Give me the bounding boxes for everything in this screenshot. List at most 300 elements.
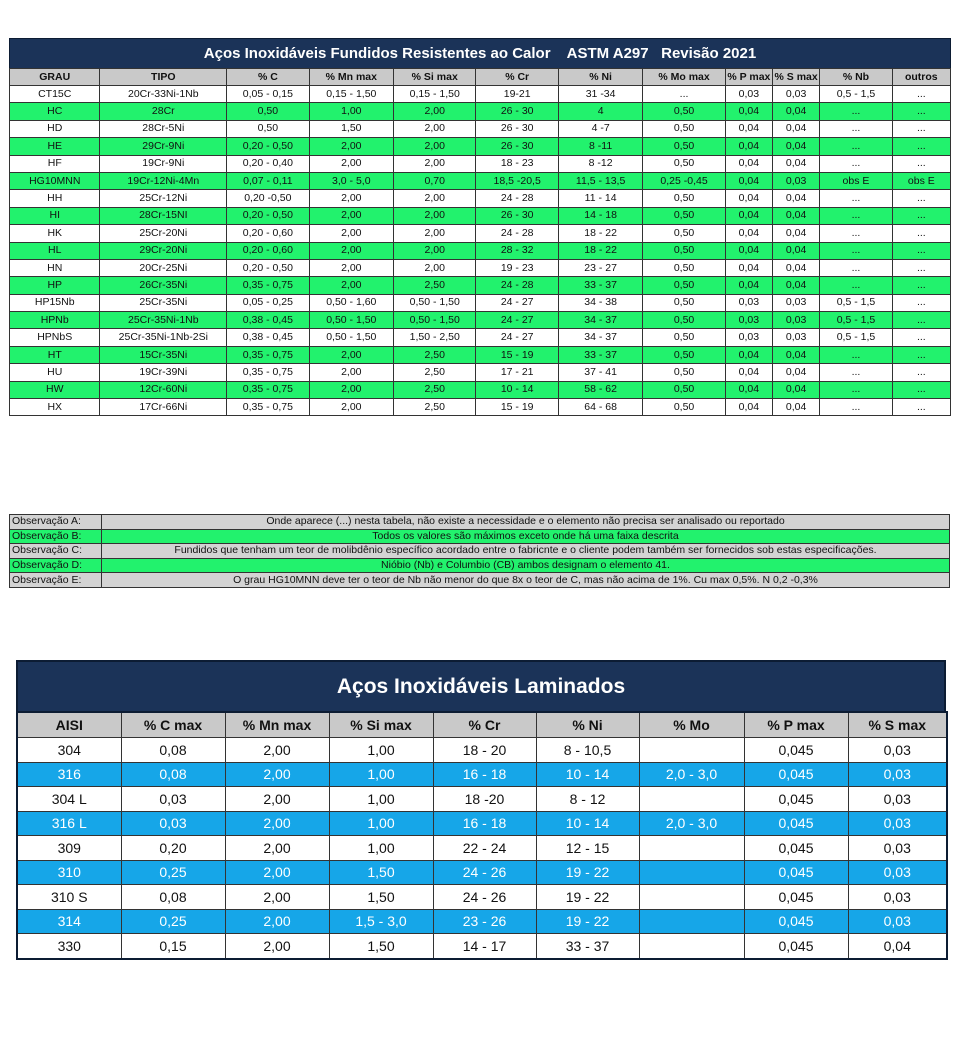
- table-cell: 2,00: [225, 738, 329, 763]
- table-cell: ...: [820, 155, 892, 172]
- observations-table: [9, 514, 950, 588]
- observation-row: [10, 573, 950, 588]
- table-cell: 0,5 - 1,5: [820, 312, 892, 329]
- table-cell: 0,20 - 0,60: [227, 225, 309, 242]
- table-cell: HW: [10, 381, 100, 398]
- table-cell: 0,20: [121, 836, 225, 861]
- table-cell: 0,04: [725, 399, 772, 416]
- column-header: % C: [227, 69, 309, 86]
- table-cell: 1,50: [329, 934, 433, 959]
- table-cell: 0,045: [744, 934, 848, 959]
- table-cell: 0,5 - 1,5: [820, 294, 892, 311]
- table-cell: 2,00: [225, 762, 329, 787]
- table-cell: 4: [558, 103, 642, 120]
- table-cell: 0,04: [773, 155, 820, 172]
- table-cell: 2,00: [394, 225, 476, 242]
- observation-row: [10, 529, 950, 544]
- table-cell: 0,05 - 0,15: [227, 86, 309, 103]
- observation-label: Observação E:: [10, 573, 102, 588]
- table-cell: 0,03: [848, 885, 947, 910]
- table-cell: HK: [10, 225, 100, 242]
- table-cell: ...: [892, 207, 950, 224]
- table-cell: 33 - 37: [558, 277, 642, 294]
- cast-steels-table: [9, 68, 951, 416]
- table-cell: 0,35 - 0,75: [227, 277, 309, 294]
- table-row: [10, 381, 951, 398]
- table-cell: 25Cr-35Ni-1Nb-2Si: [100, 329, 227, 346]
- table-cell: ...: [820, 346, 892, 363]
- table-row: [10, 277, 951, 294]
- column-header: % Mn max: [309, 69, 393, 86]
- table-cell: 8 -11: [558, 138, 642, 155]
- table-cell: 0,50: [643, 277, 725, 294]
- column-header: % C max: [121, 712, 225, 738]
- table-cell: 33 - 37: [536, 934, 639, 959]
- table-cell: 2,00: [309, 346, 393, 363]
- table-cell: ...: [892, 381, 950, 398]
- column-header: % Mo: [639, 712, 744, 738]
- column-header: outros: [892, 69, 950, 86]
- observation-row: [10, 544, 950, 559]
- table-cell: 0,04: [725, 259, 772, 276]
- table-cell: 17Cr-66Ni: [100, 399, 227, 416]
- table-cell: 0,04: [725, 172, 772, 189]
- table-cell: 0,50: [643, 312, 725, 329]
- table-cell: 28Cr-15NI: [100, 207, 227, 224]
- table-cell: 34 - 37: [558, 312, 642, 329]
- table-cell: 2,50: [394, 346, 476, 363]
- table-cell: 310 S: [17, 885, 121, 910]
- table-cell: 8 -12: [558, 155, 642, 172]
- table-row: [17, 934, 947, 959]
- table-cell: 0,50: [643, 381, 725, 398]
- table-cell: ...: [820, 242, 892, 259]
- table-cell: 1,00: [329, 762, 433, 787]
- table-cell: ...: [892, 329, 950, 346]
- table-cell: 0,04: [725, 277, 772, 294]
- table-cell: 16 - 18: [433, 811, 536, 836]
- table-cell: 2,00: [309, 242, 393, 259]
- observation-label: Observação A:: [10, 515, 102, 530]
- table-row: [17, 811, 947, 836]
- table-cell: 0,04: [773, 259, 820, 276]
- table-cell: 0,045: [744, 811, 848, 836]
- table-cell: 1,00: [329, 738, 433, 763]
- table-cell: 0,50 - 1,60: [309, 294, 393, 311]
- table-cell: [639, 934, 744, 959]
- table-cell: ...: [643, 86, 725, 103]
- table-cell: 0,5 - 1,5: [820, 329, 892, 346]
- table-cell: 2,00: [309, 399, 393, 416]
- table-cell: 2,50: [394, 399, 476, 416]
- table-cell: 0,045: [744, 762, 848, 787]
- table-cell: 12Cr-60Ni: [100, 381, 227, 398]
- table-cell: 1,50: [329, 885, 433, 910]
- table-cell: ...: [820, 103, 892, 120]
- observation-row: [10, 558, 950, 573]
- table-cell: 0,04: [725, 346, 772, 363]
- table-cell: ...: [892, 399, 950, 416]
- table-cell: 2,00: [225, 787, 329, 812]
- table-cell: HH: [10, 190, 100, 207]
- observation-text: Fundidos que tenham um teor de molibdênio específico acordado entre o fabricnte e o cliente podem também ser fornecidos sob estas especificações.: [102, 544, 950, 559]
- observations-section: [9, 514, 949, 588]
- table-cell: [639, 885, 744, 910]
- table-cell: HC: [10, 103, 100, 120]
- table-row: [17, 836, 947, 861]
- table-cell: HP: [10, 277, 100, 294]
- table-row: [10, 120, 951, 137]
- table-cell: 0,50: [643, 259, 725, 276]
- table-cell: 0,04: [773, 346, 820, 363]
- table-cell: 0,04: [848, 934, 947, 959]
- table-cell: 25Cr-35Ni: [100, 294, 227, 311]
- table-cell: 0,04: [773, 242, 820, 259]
- table-cell: HX: [10, 399, 100, 416]
- table-cell: 0,04: [773, 364, 820, 381]
- table-cell: 10 - 14: [476, 381, 558, 398]
- table-cell: 0,35 - 0,75: [227, 346, 309, 363]
- table-cell: ...: [892, 190, 950, 207]
- table-cell: HI: [10, 207, 100, 224]
- table-cell: 16 - 18: [433, 762, 536, 787]
- rolled-steels-title: Aços Inoxidáveis Laminados: [16, 660, 946, 711]
- table-cell: 19-21: [476, 86, 558, 103]
- table-cell: ...: [820, 225, 892, 242]
- table-cell: [639, 909, 744, 934]
- table-cell: 19Cr-9Ni: [100, 155, 227, 172]
- table-cell: 0,50 - 1,50: [394, 294, 476, 311]
- table-row: [10, 155, 951, 172]
- table-cell: 0,50 - 1,50: [309, 312, 393, 329]
- table-cell: ...: [892, 277, 950, 294]
- table-cell: ...: [820, 207, 892, 224]
- table-cell: 0,03: [848, 762, 947, 787]
- table-cell: ...: [892, 294, 950, 311]
- table-cell: ...: [820, 120, 892, 137]
- table-cell: 0,03: [848, 860, 947, 885]
- table-cell: 2,00: [225, 860, 329, 885]
- table-cell: 0,35 - 0,75: [227, 381, 309, 398]
- table-cell: 2,0 - 3,0: [639, 762, 744, 787]
- table-cell: ...: [892, 242, 950, 259]
- column-header: % Ni: [536, 712, 639, 738]
- table-cell: 0,045: [744, 836, 848, 861]
- table-cell: 31 -34: [558, 86, 642, 103]
- column-header: % Si max: [329, 712, 433, 738]
- rolled-steels-header-row: [17, 712, 947, 738]
- table-cell: 24 - 28: [476, 190, 558, 207]
- table-cell: 2,00: [309, 259, 393, 276]
- table-cell: 1,5 - 3,0: [329, 909, 433, 934]
- table-cell: 0,5 - 1,5: [820, 86, 892, 103]
- table-cell: ...: [892, 346, 950, 363]
- table-row: [10, 103, 951, 120]
- table-cell: 0,05 - 0,25: [227, 294, 309, 311]
- table-cell: 1,00: [309, 103, 393, 120]
- column-header: % Cr: [476, 69, 558, 86]
- table-cell: 20Cr-33Ni-1Nb: [100, 86, 227, 103]
- table-cell: 18 - 22: [558, 225, 642, 242]
- table-cell: 0,20 - 0,60: [227, 242, 309, 259]
- table-cell: 0,045: [744, 787, 848, 812]
- table-cell: 0,03: [773, 312, 820, 329]
- table-row: [10, 312, 951, 329]
- table-cell: [639, 836, 744, 861]
- table-cell: 26 - 30: [476, 138, 558, 155]
- table-row: [10, 207, 951, 224]
- table-cell: HL: [10, 242, 100, 259]
- table-row: [10, 172, 951, 189]
- table-cell: 1,00: [329, 836, 433, 861]
- table-cell: HU: [10, 364, 100, 381]
- table-cell: 0,03: [848, 738, 947, 763]
- table-cell: 0,50: [643, 364, 725, 381]
- table-cell: 0,07 - 0,11: [227, 172, 309, 189]
- table-row: [10, 364, 951, 381]
- table-cell: 0,04: [725, 190, 772, 207]
- table-cell: 0,50: [643, 225, 725, 242]
- table-row: [17, 860, 947, 885]
- table-cell: 0,03: [725, 329, 772, 346]
- table-cell: HN: [10, 259, 100, 276]
- table-cell: 0,20 -0,50: [227, 190, 309, 207]
- observation-row: [10, 515, 950, 530]
- table-cell: 24 - 27: [476, 329, 558, 346]
- table-cell: 2,50: [394, 381, 476, 398]
- table-row: [10, 259, 951, 276]
- table-cell: 1,00: [329, 811, 433, 836]
- table-cell: HPNbS: [10, 329, 100, 346]
- table-cell: 11,5 - 13,5: [558, 172, 642, 189]
- table-cell: ...: [892, 155, 950, 172]
- table-cell: 2,00: [309, 225, 393, 242]
- table-cell: 2,00: [309, 155, 393, 172]
- table-cell: 34 - 37: [558, 329, 642, 346]
- table-cell: 309: [17, 836, 121, 861]
- column-header: TIPO: [100, 69, 227, 86]
- table-cell: 2,00: [309, 364, 393, 381]
- cast-steels-table-section: [9, 38, 951, 416]
- table-row: [10, 225, 951, 242]
- table-cell: 0,045: [744, 909, 848, 934]
- observation-label: Observação B:: [10, 529, 102, 544]
- rolled-steels-table-section: [16, 660, 946, 960]
- table-cell: 14 - 18: [558, 207, 642, 224]
- table-cell: 10 - 14: [536, 811, 639, 836]
- table-cell: 12 - 15: [536, 836, 639, 861]
- table-cell: 15Cr-35Ni: [100, 346, 227, 363]
- table-cell: 0,04: [773, 120, 820, 137]
- table-cell: 330: [17, 934, 121, 959]
- table-cell: 0,08: [121, 885, 225, 910]
- table-cell: HP15Nb: [10, 294, 100, 311]
- table-cell: HD: [10, 120, 100, 137]
- table-cell: 0,03: [848, 787, 947, 812]
- table-cell: 2,50: [394, 277, 476, 294]
- observation-text: O grau HG10MNN deve ter o teor de Nb não menor do que 8x o teor de C, mas não acima de 1%. Cu max 0,5%. N 0,2 -0,3%: [102, 573, 950, 588]
- table-cell: 0,04: [725, 138, 772, 155]
- column-header: % Nb: [820, 69, 892, 86]
- table-cell: 0,50 - 1,50: [309, 329, 393, 346]
- table-cell: obs E: [820, 172, 892, 189]
- table-cell: 314: [17, 909, 121, 934]
- table-cell: 15 - 19: [476, 399, 558, 416]
- column-header: % S max: [848, 712, 947, 738]
- column-header: % Si max: [394, 69, 476, 86]
- table-cell: 29Cr-20Ni: [100, 242, 227, 259]
- table-cell: ...: [892, 86, 950, 103]
- table-cell: CT15C: [10, 86, 100, 103]
- table-cell: 28 - 32: [476, 242, 558, 259]
- table-row: [10, 242, 951, 259]
- table-cell: 1,50: [329, 860, 433, 885]
- table-cell: 17 - 21: [476, 364, 558, 381]
- table-cell: HF: [10, 155, 100, 172]
- table-cell: 37 - 41: [558, 364, 642, 381]
- table-cell: 2,00: [394, 242, 476, 259]
- table-cell: 0,50: [643, 399, 725, 416]
- table-cell: 304: [17, 738, 121, 763]
- table-cell: 0,20 - 0,40: [227, 155, 309, 172]
- table-cell: ...: [892, 312, 950, 329]
- table-cell: 19 - 22: [536, 860, 639, 885]
- table-cell: 0,15 - 1,50: [309, 86, 393, 103]
- observation-text: Onde aparece (...) nesta tabela, não existe a necessidade e o elemento não precisa ser analisado ou reportado: [102, 515, 950, 530]
- table-cell: 2,50: [394, 364, 476, 381]
- table-cell: 64 - 68: [558, 399, 642, 416]
- table-cell: 2,00: [394, 138, 476, 155]
- table-cell: 0,04: [725, 381, 772, 398]
- table-cell: 0,50: [227, 120, 309, 137]
- table-cell: 0,03: [773, 86, 820, 103]
- table-cell: 2,00: [309, 277, 393, 294]
- table-cell: 24 - 26: [433, 860, 536, 885]
- table-cell: ...: [892, 138, 950, 155]
- table-cell: 2,00: [394, 207, 476, 224]
- table-cell: 0,045: [744, 885, 848, 910]
- table-cell: 0,35 - 0,75: [227, 399, 309, 416]
- table-cell: 0,04: [773, 399, 820, 416]
- table-cell: 19Cr-12Ni-4Mn: [100, 172, 227, 189]
- table-cell: 0,03: [773, 329, 820, 346]
- table-cell: 0,04: [725, 103, 772, 120]
- table-cell: 0,045: [744, 738, 848, 763]
- table-cell: 20Cr-25Ni: [100, 259, 227, 276]
- table-row: [10, 329, 951, 346]
- table-cell: 2,00: [394, 103, 476, 120]
- table-cell: 0,50: [643, 120, 725, 137]
- observation-text: Nióbio (Nb) e Columbio (CB) ambos designam o elemento 41.: [102, 558, 950, 573]
- table-cell: obs E: [892, 172, 950, 189]
- table-cell: ...: [892, 120, 950, 137]
- table-cell: 33 - 37: [558, 346, 642, 363]
- table-cell: 0,38 - 0,45: [227, 312, 309, 329]
- column-header: % Ni: [558, 69, 642, 86]
- table-cell: 1,50: [309, 120, 393, 137]
- table-cell: 18 - 23: [476, 155, 558, 172]
- table-cell: 0,03: [725, 312, 772, 329]
- table-cell: 304 L: [17, 787, 121, 812]
- table-cell: 0,04: [773, 207, 820, 224]
- table-cell: 0,03: [121, 811, 225, 836]
- table-cell: 0,04: [773, 190, 820, 207]
- table-cell: 18,5 -20,5: [476, 172, 558, 189]
- table-cell: 0,045: [744, 860, 848, 885]
- table-cell: 0,25 -0,45: [643, 172, 725, 189]
- table-row: [10, 346, 951, 363]
- table-cell: 0,50: [643, 190, 725, 207]
- table-cell: ...: [892, 364, 950, 381]
- table-cell: 2,00: [225, 885, 329, 910]
- table-cell: 0,50: [643, 207, 725, 224]
- table-cell: 2,00: [225, 909, 329, 934]
- column-header: % Mn max: [225, 712, 329, 738]
- table-cell: 3,0 - 5,0: [309, 172, 393, 189]
- table-cell: 19 - 23: [476, 259, 558, 276]
- table-cell: 18 -20: [433, 787, 536, 812]
- table-cell: ...: [892, 103, 950, 120]
- table-row: [17, 885, 947, 910]
- table-cell: 316: [17, 762, 121, 787]
- table-cell: 8 - 10,5: [536, 738, 639, 763]
- table-cell: [639, 738, 744, 763]
- table-cell: 2,0 - 3,0: [639, 811, 744, 836]
- table-cell: 0,04: [773, 103, 820, 120]
- table-cell: 24 - 28: [476, 277, 558, 294]
- table-cell: 26Cr-35Ni: [100, 277, 227, 294]
- table-cell: 0,25: [121, 860, 225, 885]
- table-cell: 0,50: [643, 294, 725, 311]
- table-cell: 26 - 30: [476, 120, 558, 137]
- table-row: [10, 190, 951, 207]
- table-cell: ...: [820, 138, 892, 155]
- table-cell: HPNb: [10, 312, 100, 329]
- table-row: [17, 738, 947, 763]
- column-header: GRAU: [10, 69, 100, 86]
- table-cell: 26 - 30: [476, 207, 558, 224]
- table-cell: ...: [820, 364, 892, 381]
- column-header: % P max: [744, 712, 848, 738]
- table-cell: 0,03: [848, 909, 947, 934]
- table-cell: 0,03: [773, 172, 820, 189]
- table-cell: 10 - 14: [536, 762, 639, 787]
- table-cell: 2,00: [394, 155, 476, 172]
- table-cell: 0,03: [848, 811, 947, 836]
- table-cell: 2,00: [394, 120, 476, 137]
- table-cell: 4 -7: [558, 120, 642, 137]
- table-cell: 0,04: [725, 242, 772, 259]
- table-cell: 22 - 24: [433, 836, 536, 861]
- table-cell: [639, 787, 744, 812]
- table-cell: 0,20 - 0,50: [227, 138, 309, 155]
- observation-label: Observação C:: [10, 544, 102, 559]
- table-cell: HE: [10, 138, 100, 155]
- table-cell: 25Cr-12Ni: [100, 190, 227, 207]
- table-cell: 24 - 27: [476, 294, 558, 311]
- table-cell: 0,15 - 1,50: [394, 86, 476, 103]
- table-cell: 1,50 - 2,50: [394, 329, 476, 346]
- table-cell: 26 - 30: [476, 103, 558, 120]
- table-cell: 0,08: [121, 762, 225, 787]
- table-cell: 14 - 17: [433, 934, 536, 959]
- table-cell: 0,50 - 1,50: [394, 312, 476, 329]
- cast-steels-title: Aços Inoxidáveis Fundidos Resistentes ao Calor ASTM A297 Revisão 2021: [9, 38, 951, 68]
- table-cell: 0,20 - 0,50: [227, 207, 309, 224]
- table-cell: 25Cr-35Ni-1Nb: [100, 312, 227, 329]
- table-cell: 2,00: [394, 190, 476, 207]
- table-cell: 0,50: [227, 103, 309, 120]
